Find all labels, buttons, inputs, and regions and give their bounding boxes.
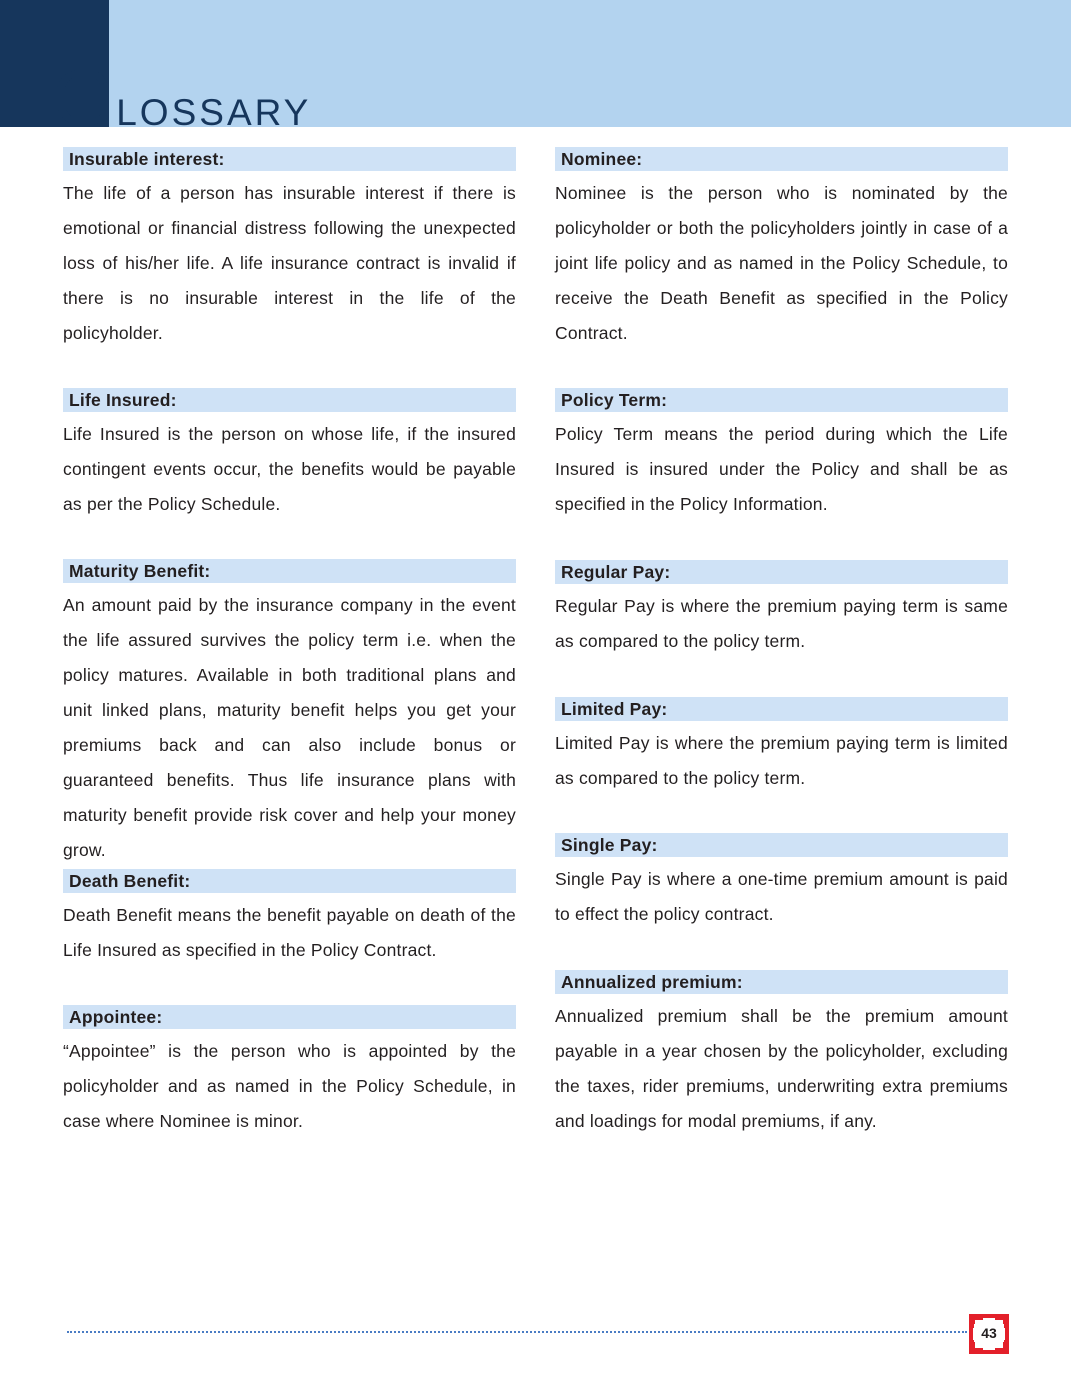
footer-dotted-rule bbox=[67, 1331, 967, 1333]
page-title-initial: G bbox=[52, 53, 115, 142]
glossary-term bbox=[555, 970, 1008, 1139]
term-definition: Regular Pay is where the premium paying term is same as compared to the policy term. bbox=[555, 596, 1008, 651]
term-heading: Appointee: bbox=[63, 1005, 516, 1029]
term-definition: The life of a person has insurable interest if there is emotional or financial distress following the unexpected loss of his/her life. A life insurance contract is invalid if there is no insurable interest in the life of the policyholder. bbox=[63, 183, 516, 343]
term-heading: Annualized premium: bbox=[555, 970, 1008, 994]
term-definition: “Appointee” is the person who is appointed by the policyholder and as named in the Policy Schedule, in case where Nominee is minor. bbox=[63, 1041, 516, 1131]
term-definition: Nominee is the person who is nominated by the policyholder or both the policyholders jointly in case of a joint life policy and as named in the Policy Schedule, to receive the Death Benefit as specified in the Policy Contract. bbox=[555, 183, 1008, 343]
term-heading: Maturity Benefit: bbox=[63, 559, 516, 583]
term-heading: Limited Pay: bbox=[555, 697, 1008, 721]
glossary-term bbox=[63, 388, 516, 522]
term-definition: Life Insured is the person on whose life, if the insured contingent events occur, the benefits would be payable as per the Policy Schedule. bbox=[63, 424, 516, 514]
term-heading: Death Benefit: bbox=[63, 869, 516, 893]
glossary-term bbox=[555, 147, 1008, 351]
term-heading: Insurable interest: bbox=[63, 147, 516, 171]
term-definition: An amount paid by the insurance company in the event the life assured survives the policy term i.e. when the policy matures. Available in both traditional plans and unit linked plans, maturity benefit helps you get your premiums back and can also include bonus or guaranteed benefits. Thus life insurance plans with maturity benefit provide risk cover and help your money grow. bbox=[63, 595, 516, 860]
term-heading: Policy Term: bbox=[555, 388, 1008, 412]
term-definition: Limited Pay is where the premium paying term is limited as compared to the policy term. bbox=[555, 733, 1008, 788]
term-heading: Life Insured: bbox=[63, 388, 516, 412]
glossary-term bbox=[555, 833, 1008, 932]
term-definition: Annualized premium shall be the premium amount payable in a year chosen by the policyholder, excluding the taxes, rider premiums, underwriting extra premiums and loadings for modal premiums, if any. bbox=[555, 1006, 1008, 1131]
term-heading: Regular Pay: bbox=[555, 560, 1008, 584]
glossary-term bbox=[63, 559, 516, 868]
glossary-term bbox=[63, 147, 516, 351]
page-title-rest: LOSSARY bbox=[116, 92, 312, 133]
term-heading: Nominee: bbox=[555, 147, 1008, 171]
glossary-term bbox=[555, 388, 1008, 522]
term-definition: Death Benefit means the benefit payable on death of the Life Insured as specified in the Policy Contract. bbox=[63, 905, 516, 960]
page-number: 43 bbox=[974, 1324, 1004, 1342]
glossary-term bbox=[555, 560, 1008, 659]
term-heading: Single Pay: bbox=[555, 833, 1008, 857]
term-definition: Single Pay is where a one-time premium amount is paid to effect the policy contract. bbox=[555, 869, 1008, 924]
glossary-term bbox=[63, 1005, 516, 1139]
glossary-term bbox=[555, 697, 1008, 796]
term-definition: Policy Term means the period during which the Life Insured is insured under the Policy and shall be as specified in the Policy Information. bbox=[555, 424, 1008, 514]
page-title bbox=[52, 53, 312, 142]
glossary-term bbox=[63, 869, 516, 968]
